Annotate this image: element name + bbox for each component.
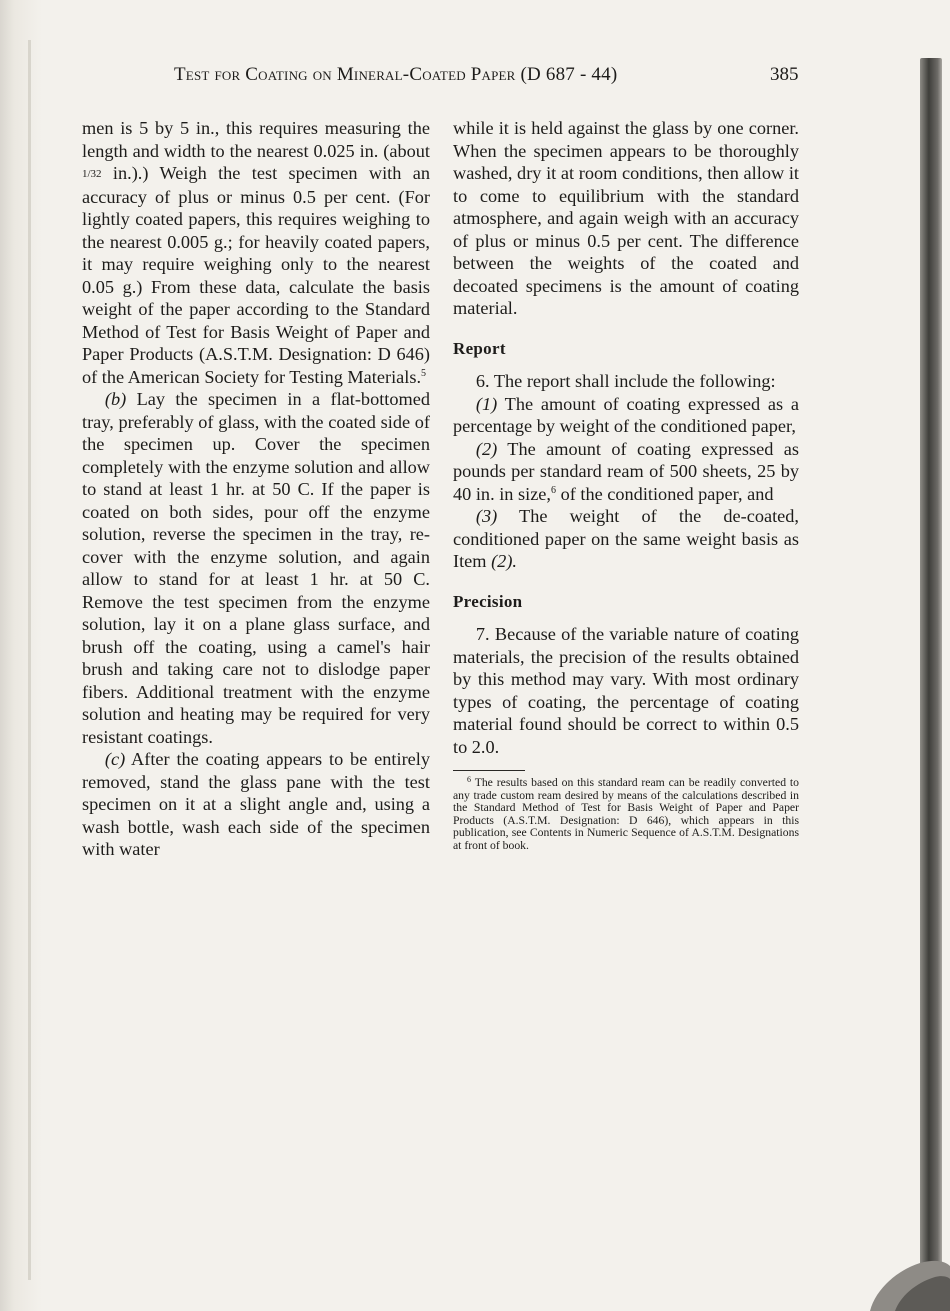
report-item-1: (1) The amount of coating expressed as a percentage by weight of the conditioned paper, (453, 393, 799, 436)
page-number: 385 (770, 64, 799, 85)
paragraph-continued-right: while it is held against the glass by one corner. When the specimen appears to be thoroughly washed, dry it at room conditions, then allow it to come to equilibrium with the standard atmosphere, and again weigh with an accuracy of plus or minus 0.5 per cent. The difference between the weights of the coated and decoated specimens is the amount of coating material. (453, 118, 799, 318)
right-column (453, 117, 799, 852)
paragraph-b: (b) Lay the specimen in a flat-bottomed tray, preferably of glass, with the coated side of the specimen up. Cover the specimen completely with the enzyme solution and allow to stand at least 1 hr. at 50 C. If the paper is coated on both sides, pour off the enzyme solution, reverse the specimen in the tray, re-cover with the enzyme solution, and again allow to stand for at least 1 hr. at 50 C. Remove the test specimen from the enzyme solution, lay it on a plane glass surface, and brush off the coating, using a camel's hair brush and taking care not to dislodge paper fibers. Additional treatment with the enzyme solution and heating may be required for very resistant coatings. (82, 389, 430, 747)
report-item-3: (3) The weight of the de-coated, conditioned paper on the same weight basis as Item (2). (453, 506, 799, 571)
report-heading: Report (453, 338, 506, 358)
footnote-rule (453, 770, 525, 771)
scan-right-edge (920, 58, 942, 1268)
running-head: Test for Coating on Mineral-Coated Paper (D 687 - 44) (174, 64, 618, 85)
report-intro: 6. The report shall include the following: (475, 371, 776, 391)
precision-heading: Precision (453, 591, 523, 611)
footnote-ref: 6 (551, 484, 556, 496)
footnote: $^6$ The results based on this standard ream can be readily converted to any trade custom ream desired by means of the calculations described in the Standard Method of Test for Basis Weight of Paper and Paper Products (A.S.T.M. Designation: D 646), which appears in this publication, see Contents in Numeric Sequence of A.S.T.M. Designations at front of book. (453, 775, 800, 852)
footnote-ref: 5 (421, 367, 427, 379)
report-item-2: (2) The amount of coating expressed as pounds per standard ream of 500 sheets, 25 by 40 in. in size,$^6$ of the conditioned paper, and (453, 438, 799, 504)
page-header (0, 64, 950, 94)
precision-paragraph: 7. Because of the variable nature of coating materials, the precision of the results obtained by this method may vary. With most ordinary types of coating, the percentage of coating material found should be correct to within 0.5 to 2.0. (453, 624, 799, 757)
fraction: 1/32 (82, 168, 102, 180)
paragraph-c: (c) After the coating appears to be entirely removed, stand the glass pane with the test specimen on it at a slight angle and, using a wash bottle, wash each side of the specimen with water (82, 749, 431, 859)
scan-binding-line (28, 40, 31, 1280)
left-column (82, 117, 430, 861)
paragraph-continued: men is 5 by 5 in., this requires measuring the length and width to the nearest 0.025 in. (about 1/32 in.).) Weigh the test specimen with an accuracy of plus or minus 0.5 per cent. (For lightly coated papers, this requires weighing to the nearest 0.005 g.; for heavily coated papers, it may require weighing only to the nearest 0.05 g.) From these data, calculate the basis weight of the paper according to the Standard Method of Test for Basis Weight of Paper and Paper Products (A.S.T.M. Designation: D 646) of the American Society for Testing Materials.$^5$ (82, 118, 431, 387)
scan-left-edge (0, 0, 42, 1311)
scanner-thumb-shadow (840, 1221, 950, 1311)
